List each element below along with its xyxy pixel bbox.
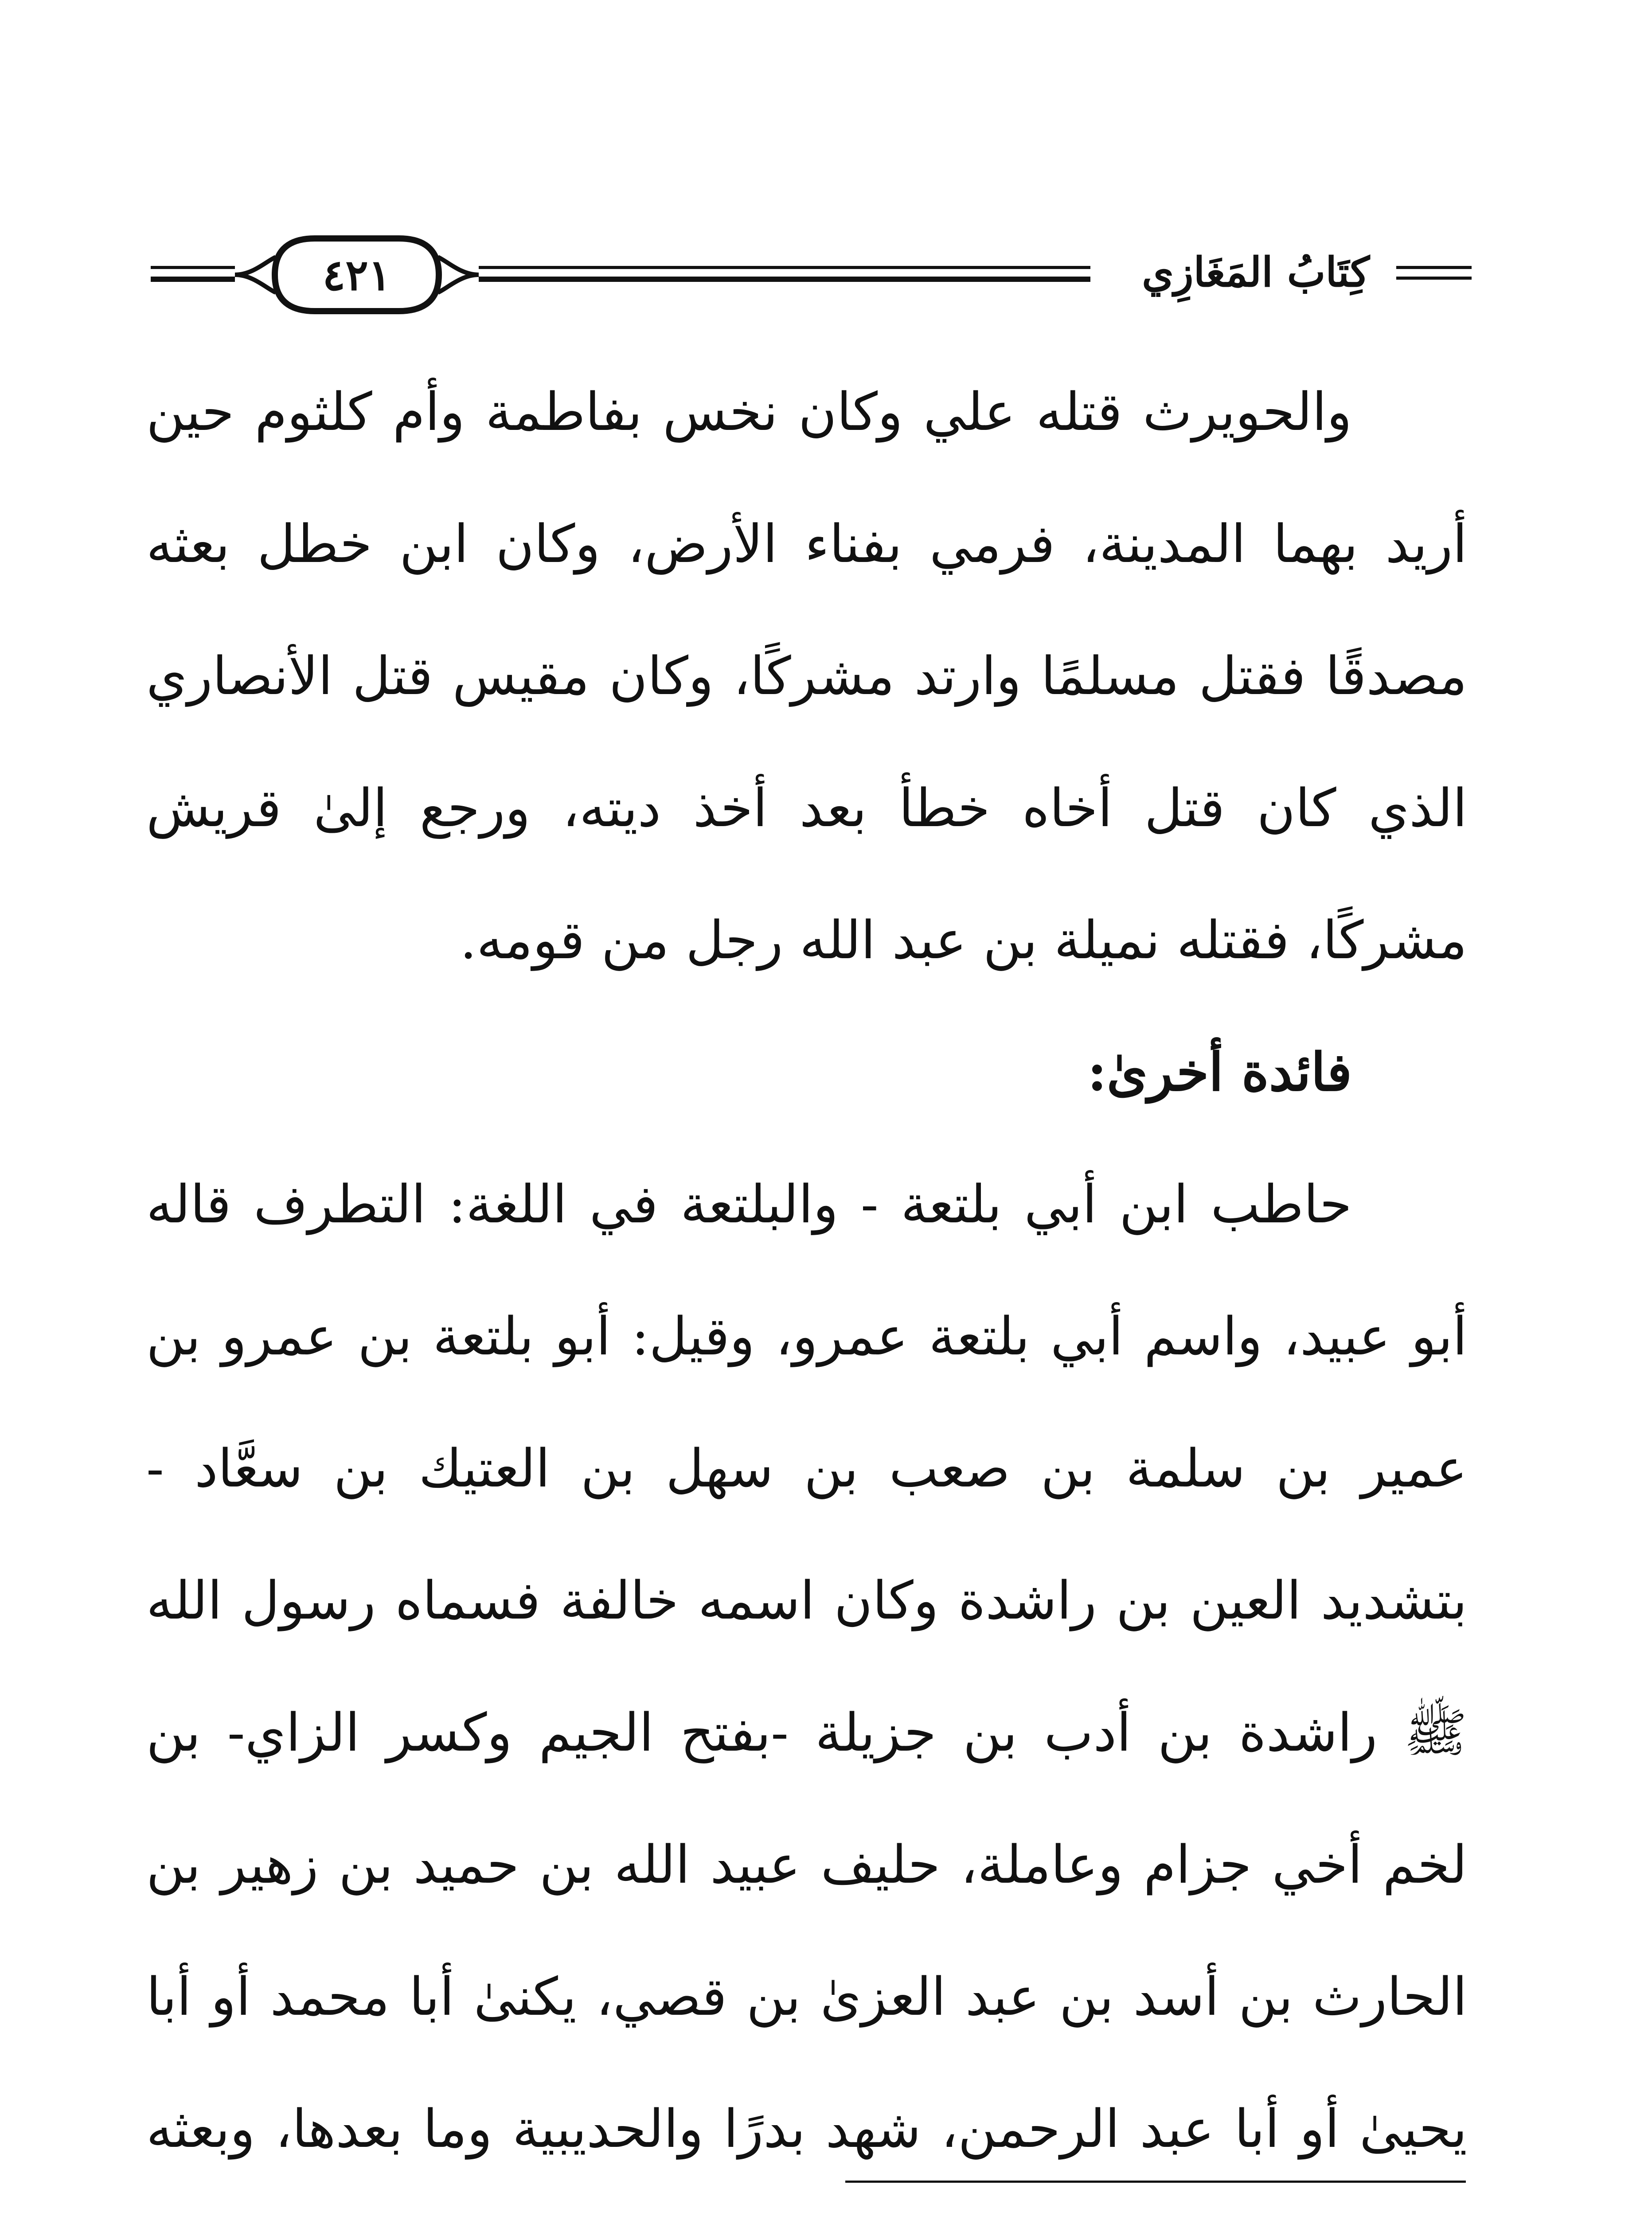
header-rule [1396, 266, 1472, 269]
page-number-frame [226, 230, 488, 319]
header-rule [479, 266, 1090, 269]
main-text [146, 346, 1467, 2216]
section-heading: فائدة أخرىٰ: [1087, 1041, 1352, 1103]
footnote-separator [845, 2181, 1466, 2183]
footnotes [146, 2212, 1467, 2216]
page-number: ٤٢١ [322, 250, 391, 300]
running-title: كِتَابُ المَغَازِي [1142, 248, 1370, 296]
header-rule [151, 277, 235, 282]
paragraph: والحويرث قتله علي وكان نخس بفاطمة وأم كلثوم حين أريد بهما المدينة، فرمي بفناء الأرض، وكان ابن خطل بعثه مصدقًا فقتل مسلمًا وارتد مشركًا، وكان مقيس قتل الأنصاري الذي كان قتل أخاه خطأ بعد أخذ ديته، ورجع إلىٰ قريش مشركًا، فقتله نميلة بن عبد الله رجل من قومه. [146, 381, 1467, 971]
footnote [146, 2212, 1467, 2216]
header-rule [479, 277, 1090, 282]
page-header [151, 230, 1472, 319]
header-rule [151, 266, 235, 269]
header-rule [1396, 277, 1472, 280]
paragraph [146, 1138, 1467, 2216]
footnote-number [1414, 2212, 1467, 2216]
paragraph-text: حاطب ابن أبي بلتعة - والبلتعة في اللغة: التطرف قاله أبو عبيد، واسم أبي بلتعة عمرو، وقيل: أبو بلتعة بن عمرو بن عمير بن سلمة بن صعب بن سهل بن العتيك بن سعَّاد - بتشديد العين بن راشدة وكان اسمه خالفة فسماه رسول الله ﷺ راشدة بن أدب بن جزيلة -بفتح الجيم وكسر الزاي- بن لخم أخي جزام وعاملة، حليف عبيد الله بن حميد بن زهير بن الحارث بن أسد بن عبد العزىٰ بن قصي، يكنىٰ أبا محمد أو أبا يحيىٰ أو أبا عبد الرحمن، شهد بدرًا والحديبية وما بعدها، وبعثه [146, 1174, 1467, 2159]
